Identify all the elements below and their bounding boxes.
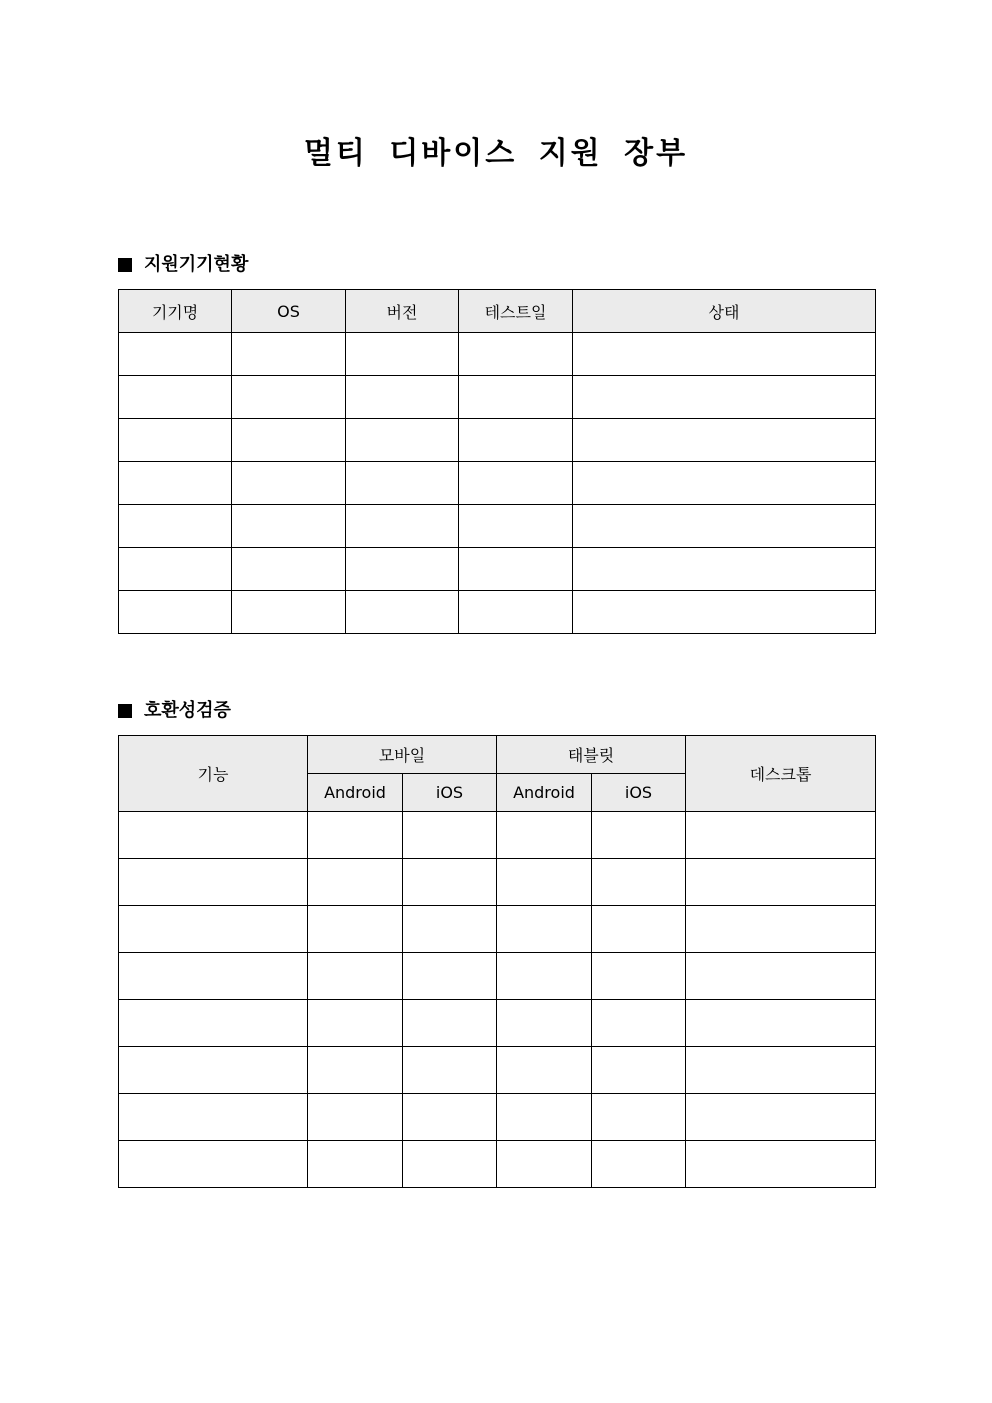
table-cell[interactable] <box>308 812 403 859</box>
column-header-mobile: 모바일 <box>308 736 497 774</box>
table-cell[interactable] <box>497 953 592 1000</box>
section-heading-devices-label: 지원기기현황 <box>144 254 249 275</box>
table-cell[interactable] <box>497 1094 592 1141</box>
table-cell[interactable] <box>346 419 459 462</box>
table-cell[interactable] <box>459 419 573 462</box>
table-row <box>119 333 876 376</box>
table-cell[interactable] <box>686 906 876 953</box>
table-cell[interactable] <box>459 376 573 419</box>
table-cell[interactable] <box>346 376 459 419</box>
square-bullet-icon <box>118 704 132 718</box>
table-cell[interactable] <box>119 505 232 548</box>
column-header-mobile-ios: iOS <box>403 774 497 812</box>
table-cell[interactable] <box>346 462 459 505</box>
table-cell[interactable] <box>119 1000 308 1047</box>
table-cell[interactable] <box>119 906 308 953</box>
table-cell[interactable] <box>686 812 876 859</box>
table-cell[interactable] <box>573 333 876 376</box>
table-cell[interactable] <box>308 906 403 953</box>
compatibility-table <box>118 735 876 1188</box>
table-cell[interactable] <box>346 548 459 591</box>
table-cell[interactable] <box>573 419 876 462</box>
table-cell[interactable] <box>497 1141 592 1188</box>
table-cell[interactable] <box>403 953 497 1000</box>
table-cell[interactable] <box>592 953 686 1000</box>
section-heading-compat <box>118 698 231 724</box>
table-cell[interactable] <box>119 1094 308 1141</box>
square-bullet-icon <box>118 258 132 272</box>
table-cell[interactable] <box>497 859 592 906</box>
table-cell[interactable] <box>592 1000 686 1047</box>
column-header-test-date: 테스트일 <box>459 290 573 333</box>
column-header-tablet-android: Android <box>497 774 592 812</box>
table-cell[interactable] <box>497 1047 592 1094</box>
table-cell[interactable] <box>119 859 308 906</box>
table-cell[interactable] <box>592 1047 686 1094</box>
table-cell[interactable] <box>346 591 459 634</box>
table-cell[interactable] <box>232 462 346 505</box>
table-row <box>119 548 876 591</box>
table-cell[interactable] <box>308 1000 403 1047</box>
column-header-tablet-ios: iOS <box>592 774 686 812</box>
table-cell[interactable] <box>403 1141 497 1188</box>
table-cell[interactable] <box>592 906 686 953</box>
document-title: 멀티 디바이스 지원 장부 <box>303 136 689 171</box>
table-cell[interactable] <box>459 333 573 376</box>
table-header-row <box>119 736 876 774</box>
table-cell[interactable] <box>119 419 232 462</box>
table-cell[interactable] <box>232 505 346 548</box>
table-cell[interactable] <box>308 1094 403 1141</box>
table-cell[interactable] <box>119 548 232 591</box>
column-header-tablet: 태블릿 <box>497 736 686 774</box>
table-cell[interactable] <box>403 1047 497 1094</box>
table-cell[interactable] <box>686 1141 876 1188</box>
table-cell[interactable] <box>308 953 403 1000</box>
table-row <box>119 462 876 505</box>
table-cell[interactable] <box>497 906 592 953</box>
table-cell[interactable] <box>497 1000 592 1047</box>
table-cell[interactable] <box>119 1047 308 1094</box>
table-cell[interactable] <box>119 462 232 505</box>
table-cell[interactable] <box>686 1047 876 1094</box>
table-cell[interactable] <box>686 1094 876 1141</box>
table-cell[interactable] <box>686 859 876 906</box>
table-row <box>119 505 876 548</box>
table-cell[interactable] <box>346 505 459 548</box>
table-cell[interactable] <box>119 953 308 1000</box>
table-cell[interactable] <box>573 462 876 505</box>
column-header-feature: 기능 <box>119 736 308 812</box>
table-cell[interactable] <box>119 591 232 634</box>
table-cell[interactable] <box>497 812 592 859</box>
column-header-mobile-android: Android <box>308 774 403 812</box>
table-cell[interactable] <box>686 953 876 1000</box>
table-cell[interactable] <box>119 812 308 859</box>
table-row <box>119 1000 876 1047</box>
table-row <box>119 812 876 859</box>
table-cell[interactable] <box>403 906 497 953</box>
table-cell[interactable] <box>119 376 232 419</box>
column-header-desktop: 데스크톱 <box>686 736 876 812</box>
column-header-os: OS <box>232 290 346 333</box>
table-header-row <box>119 290 876 333</box>
table-row <box>119 591 876 634</box>
table-row <box>119 859 876 906</box>
table-row <box>119 1141 876 1188</box>
table-cell[interactable] <box>573 548 876 591</box>
table-cell[interactable] <box>403 1094 497 1141</box>
table-row <box>119 906 876 953</box>
table-cell[interactable] <box>592 859 686 906</box>
table-cell[interactable] <box>592 812 686 859</box>
table-cell[interactable] <box>232 376 346 419</box>
table-row <box>119 376 876 419</box>
table-cell[interactable] <box>573 505 876 548</box>
table-cell[interactable] <box>119 333 232 376</box>
table-cell[interactable] <box>232 419 346 462</box>
table-row <box>119 1094 876 1141</box>
table-cell[interactable] <box>232 333 346 376</box>
column-header-version: 버전 <box>346 290 459 333</box>
table-cell[interactable] <box>232 591 346 634</box>
table-cell[interactable] <box>119 1141 308 1188</box>
device-status-table <box>118 289 876 634</box>
table-row <box>119 1047 876 1094</box>
section-heading-compat-label: 호환성검증 <box>144 700 231 721</box>
table-cell[interactable] <box>459 462 573 505</box>
column-header-status: 상태 <box>573 290 876 333</box>
table-cell[interactable] <box>232 548 346 591</box>
section-heading-devices <box>118 252 248 278</box>
table-cell[interactable] <box>459 548 573 591</box>
table-cell[interactable] <box>592 1094 686 1141</box>
table-cell[interactable] <box>308 859 403 906</box>
table-cell[interactable] <box>459 591 573 634</box>
table-cell[interactable] <box>308 1047 403 1094</box>
table-cell[interactable] <box>403 812 497 859</box>
table-cell[interactable] <box>346 333 459 376</box>
table-cell[interactable] <box>592 1141 686 1188</box>
table-cell[interactable] <box>308 1141 403 1188</box>
table-cell[interactable] <box>403 859 497 906</box>
table-cell[interactable] <box>459 505 573 548</box>
table-cell[interactable] <box>686 1000 876 1047</box>
table-cell[interactable] <box>573 591 876 634</box>
table-cell[interactable] <box>403 1000 497 1047</box>
column-header-device-name: 기기명 <box>119 290 232 333</box>
table-cell[interactable] <box>573 376 876 419</box>
table-row <box>119 953 876 1000</box>
table-row <box>119 419 876 462</box>
